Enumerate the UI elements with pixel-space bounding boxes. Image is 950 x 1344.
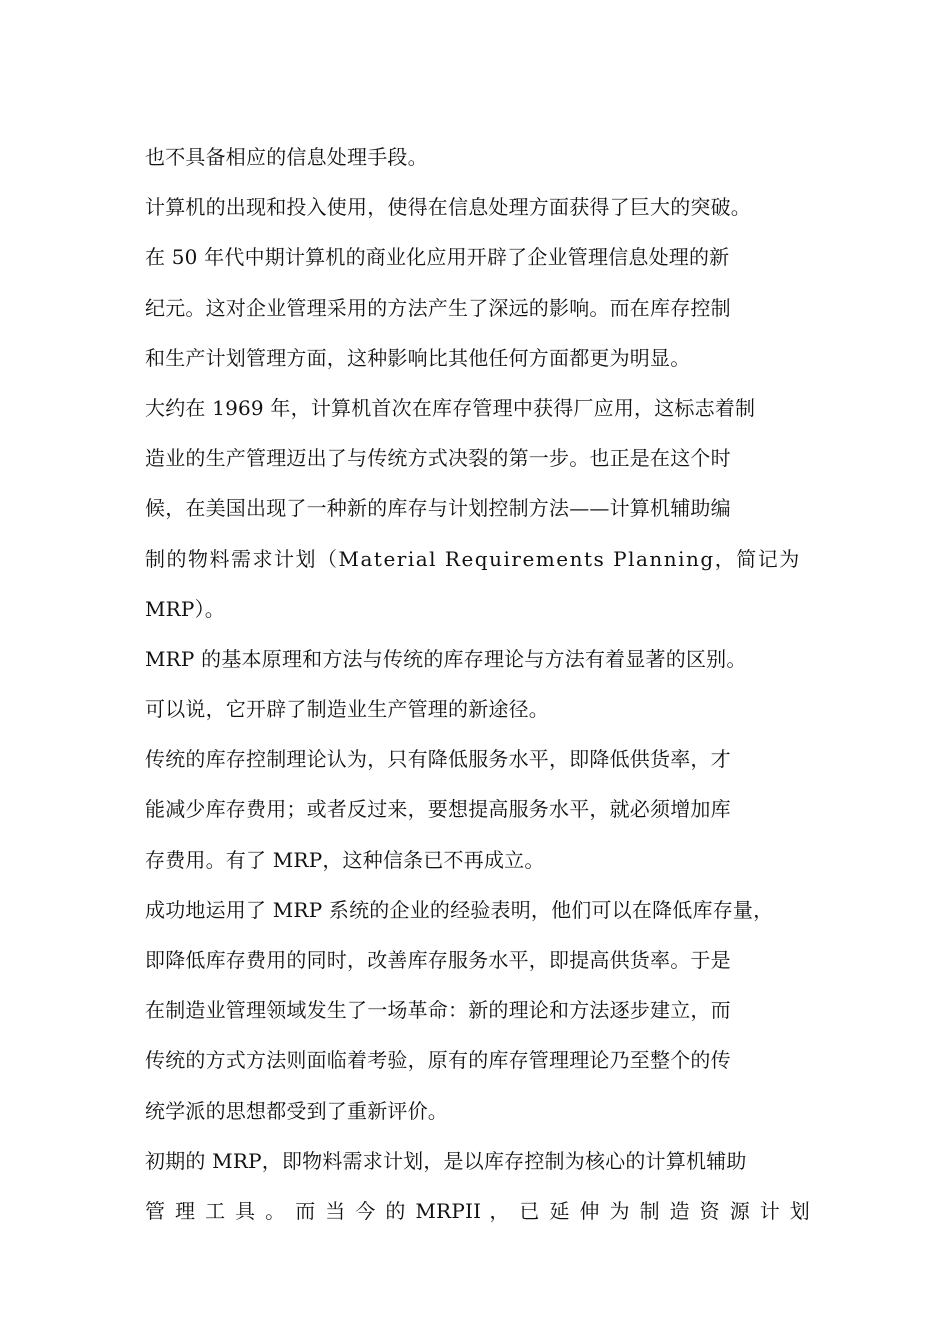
text-line: 即降低库存费用的同时，改善库存服务水平，即提高供货率。于是 bbox=[145, 948, 731, 972]
text-line: 管 理 工 具 。 而 当 今 的 MRPII ， 已 延 伸 为 制 造 资 源 计 划 bbox=[145, 1198, 810, 1223]
text-line: 纪元。这对企业管理采用的方法产生了深远的影响。而在库存控制 bbox=[145, 295, 731, 320]
text-line: 在 50 年代中期计算机的商业化应用开辟了企业管理信息处理的新 bbox=[145, 245, 730, 270]
text-line: 计算机的出现和投入使用，使得在信息处理方面获得了巨大的突破。 bbox=[145, 195, 751, 220]
body-text bbox=[145, 132, 810, 1236]
text-line: 传统的方式方法则面临着考验，原有的库存管理理论乃至整个的传 bbox=[145, 1048, 731, 1073]
text-line: MRP）。 bbox=[145, 596, 225, 621]
text-line: 统学派的思想都受到了重新评价。 bbox=[145, 1098, 448, 1123]
text-line: 造业的生产管理迈出了与传统方式决裂的第一步。也正是在这个时 bbox=[145, 446, 731, 471]
text-line: 也不具备相应的信息处理手段。 bbox=[145, 145, 428, 169]
text-line: 和生产计划管理方面，这种影响比其他任何方面都更为明显。 bbox=[145, 345, 691, 370]
text-line: MRP 的基本原理和方法与传统的库存理论与方法有着显著的区别。 bbox=[145, 646, 747, 671]
text-line: 大约在 1969 年，计算机首次在库存管理中获得厂应用，这标志着制 bbox=[145, 395, 756, 420]
text-line: 传统的库存控制理论认为，只有降低服务水平，即降低供货率，才 bbox=[145, 747, 731, 772]
text-line: 制的物料需求计划（Material Requirements Planning，简记为 bbox=[145, 546, 801, 571]
text-line: 在制造业管理领域发生了一场革命：新的理论和方法逐步建立，而 bbox=[145, 998, 731, 1023]
text-line: 能减少库存费用；或者反过来，要想提高服务水平，就必须增加库 bbox=[145, 797, 731, 822]
text-line: 可以说，它开辟了制造业生产管理的新途径。 bbox=[145, 697, 549, 722]
text-line: 存费用。有了 MRP，这种信条已不再成立。 bbox=[145, 847, 545, 872]
text-line: 候，在美国出现了一种新的库存与计划控制方法——计算机辅助编 bbox=[145, 496, 731, 521]
text-line: 初期的 MRP，即物料需求计划，是以库存控制为核心的计算机辅助 bbox=[145, 1148, 747, 1173]
text-line: 成功地运用了 MRP 系统的企业的经验表明，他们可以在降低库存量， bbox=[145, 897, 774, 922]
